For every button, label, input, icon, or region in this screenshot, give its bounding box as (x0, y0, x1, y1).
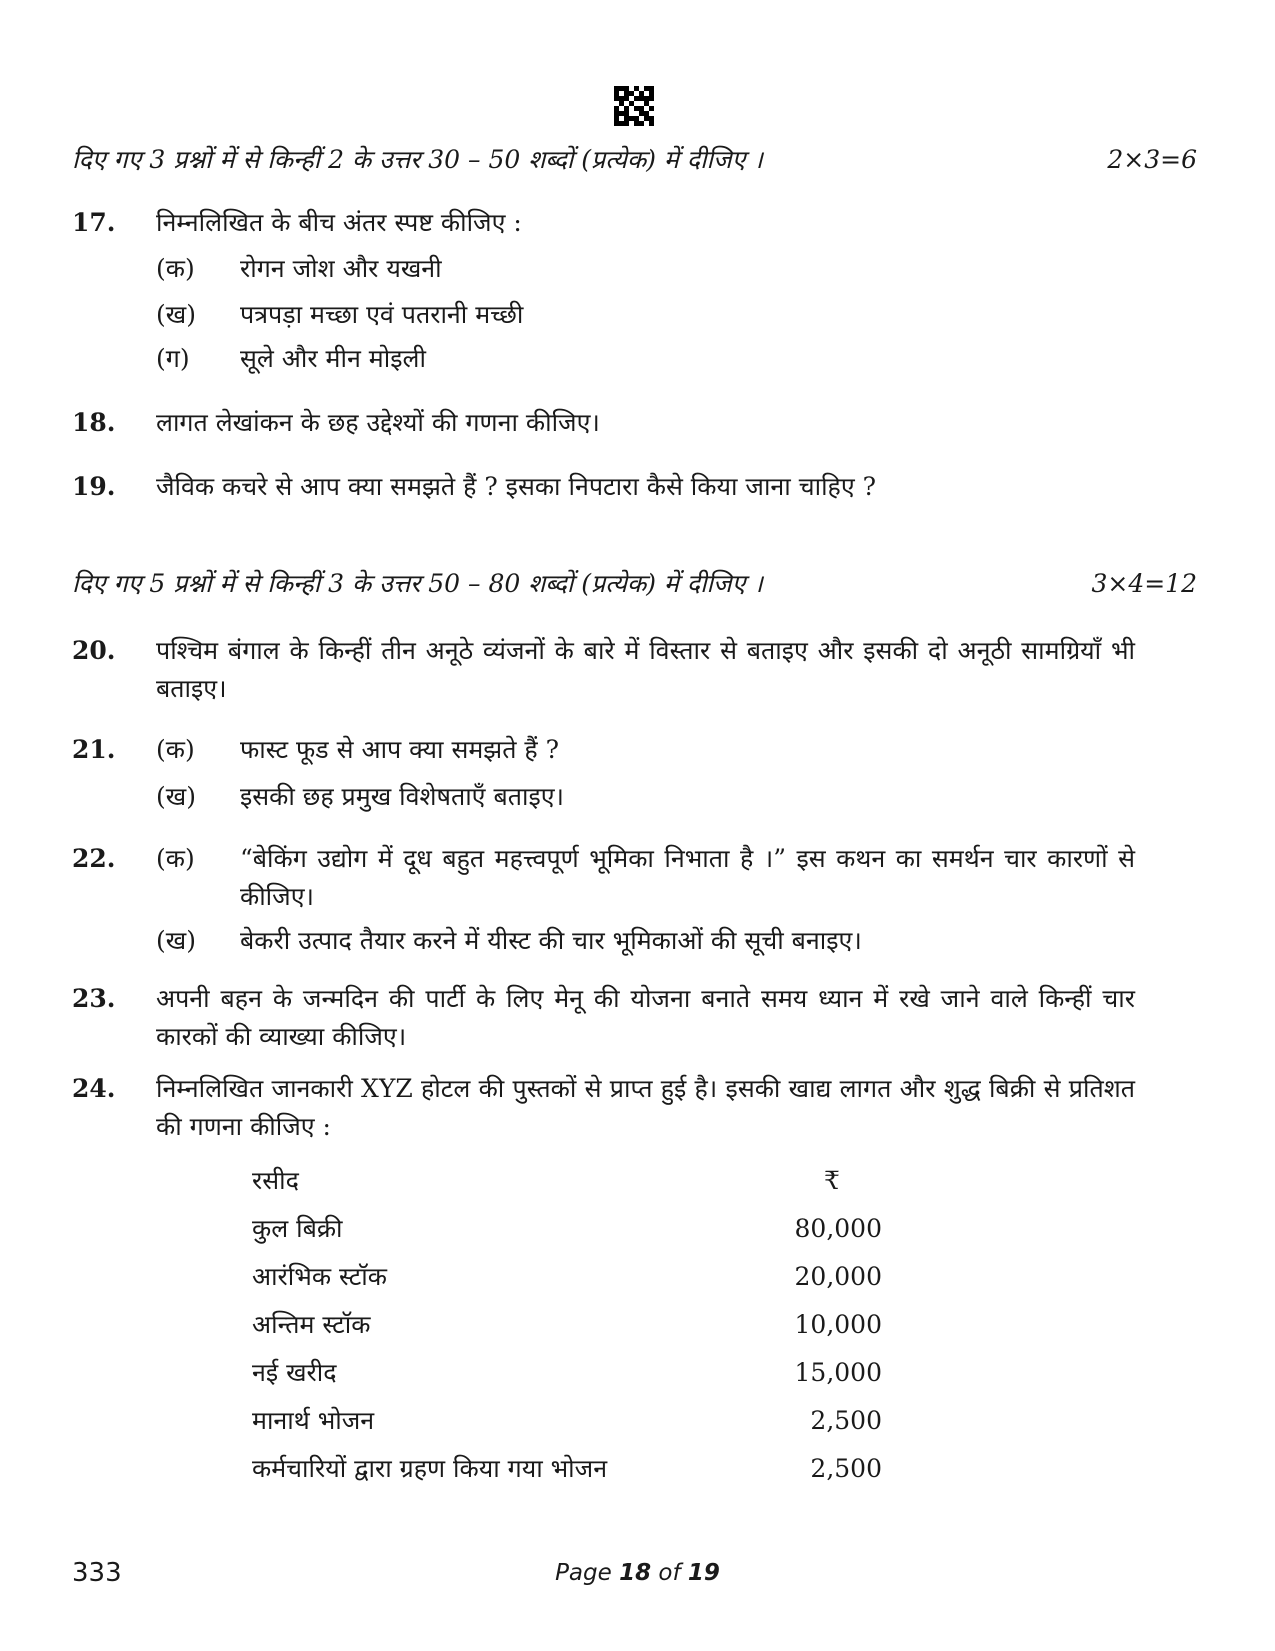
question-23 (72, 980, 1135, 1056)
section-instruction-text: दिए गए 3 प्रश्नों में से किन्हीं 2 के उत्तर 30 – 50 शब्दों (प्रत्येक) में दीजिए । (72, 145, 763, 174)
page-current: 18 (619, 1560, 652, 1586)
question-17-part-c (156, 340, 1135, 378)
row-label: अन्तिम स्टॉक (252, 1310, 371, 1339)
question-number: 17. (72, 208, 116, 237)
table-row (252, 1252, 882, 1300)
row-amount: 80,000 (794, 1213, 882, 1243)
question-text: पश्चिम बंगाल के किन्हीं तीन अनूठे व्यंजनों के बारे में विस्तार से बताइए और इसकी दो अनूठी सामग्रियाँ भी बताइए। (156, 636, 1135, 703)
question-number: 21. (72, 735, 116, 764)
question-19 (72, 468, 1135, 506)
section-instruction-2 (72, 566, 1197, 600)
row-label: नई खरीद (252, 1358, 337, 1387)
part-text: “बेकिंग उद्योग में दूध बहुत महत्त्वपूर्ण भूमिका निभाता है ।” इस कथन का समर्थन चार कारणों से कीजिए। (240, 844, 1135, 911)
table-row (252, 1396, 882, 1444)
table-row (252, 1204, 882, 1252)
part-text: बेकरी उत्पाद तैयार करने में यीस्ट की चार भूमिकाओं की सूची बनाइए। (240, 926, 862, 955)
part-text: फास्ट फूड से आप क्या समझते हैं ? (240, 735, 560, 764)
row-amount: 20,000 (794, 1261, 882, 1291)
question-number: 23. (72, 984, 116, 1013)
row-label: कुल बिक्री (252, 1214, 343, 1243)
question-21-part-b (156, 778, 1135, 816)
part-text: सूले और मीन मोइली (240, 344, 426, 373)
table-header-label: रसीद (252, 1166, 299, 1195)
question-17 (72, 204, 1135, 242)
currency-symbol: ₹ (824, 1165, 840, 1195)
question-text: लागत लेखांकन के छह उद्देश्यों की गणना कीजिए। (156, 408, 600, 437)
question-17-part-b (156, 296, 1135, 334)
table-header-row (252, 1156, 882, 1204)
row-amount: 10,000 (794, 1309, 882, 1339)
section-instruction-text: दिए गए 5 प्रश्नों में से किन्हीं 3 के उत्तर 50 – 80 शब्दों (प्रत्येक) में दीजिए । (72, 569, 763, 598)
question-22-part-b (156, 922, 1135, 960)
part-label: (क) (156, 844, 195, 873)
paper-code: 333 (72, 1558, 122, 1588)
qr-code (614, 86, 654, 126)
question-text: निम्नलिखित के बीच अंतर स्पष्ट कीजिए : (156, 208, 522, 237)
section-instruction-1 (72, 142, 1197, 176)
question-number: 24. (72, 1074, 116, 1103)
part-label: (क) (156, 254, 195, 283)
question-17-part-a (156, 250, 1135, 288)
table-row (252, 1348, 882, 1396)
question-number: 19. (72, 472, 116, 501)
part-text: इसकी छह प्रमुख विशेषताएँ बताइए। (240, 782, 565, 811)
question-number: 18. (72, 408, 116, 437)
question-18 (72, 404, 1135, 442)
table-row (252, 1444, 882, 1492)
page-total: 19 (687, 1560, 720, 1586)
part-text: रोगन जोश और यखनी (240, 254, 442, 283)
table-row (252, 1300, 882, 1348)
row-amount: 2,500 (810, 1405, 882, 1435)
question-22-part-a (156, 840, 1135, 916)
section-marks: 3×4=12 (1091, 569, 1197, 598)
question-number: 20. (72, 636, 116, 665)
page-prefix: Page (555, 1560, 620, 1586)
row-label: मानार्थ भोजन (252, 1406, 375, 1435)
page-number (0, 1560, 1275, 1586)
question-text: जैविक कचरे से आप क्या समझते हैं ? इसका निपटारा कैसे किया जाना चाहिए ? (156, 472, 876, 501)
part-label: (ख) (156, 926, 196, 955)
part-label: (ख) (156, 300, 196, 329)
row-label: कर्मचारियों द्वारा ग्रहण किया गया भोजन (252, 1454, 608, 1483)
part-label: (ग) (156, 344, 190, 373)
row-amount: 15,000 (794, 1357, 882, 1387)
question-text: निम्नलिखित जानकारी XYZ होटल की पुस्तकों से प्राप्त हुई है। इसकी खाद्य लागत और शुद्ध बिक्री से प्रतिशत की गणना कीजिए : (156, 1074, 1135, 1141)
question-21-part-a (156, 731, 1135, 769)
page-of: of (651, 1560, 688, 1586)
question-number: 22. (72, 844, 116, 873)
part-label: (ख) (156, 782, 196, 811)
part-text: पत्रपड़ा मच्छा एवं पतरानी मच्छी (240, 300, 524, 329)
question-20 (72, 632, 1135, 708)
row-label: आरंभिक स्टॉक (252, 1262, 387, 1291)
part-label: (क) (156, 735, 195, 764)
section-marks: 2×3=6 (1107, 145, 1197, 174)
question-text: अपनी बहन के जन्मदिन की पार्टी के लिए मेनू की योजना बनाते समय ध्यान में रखे जाने वाले किन्हीं चार कारकों की व्याख्या कीजिए। (156, 984, 1135, 1051)
question-24 (72, 1070, 1135, 1146)
receipt-table (252, 1156, 882, 1492)
row-amount: 2,500 (810, 1453, 882, 1483)
